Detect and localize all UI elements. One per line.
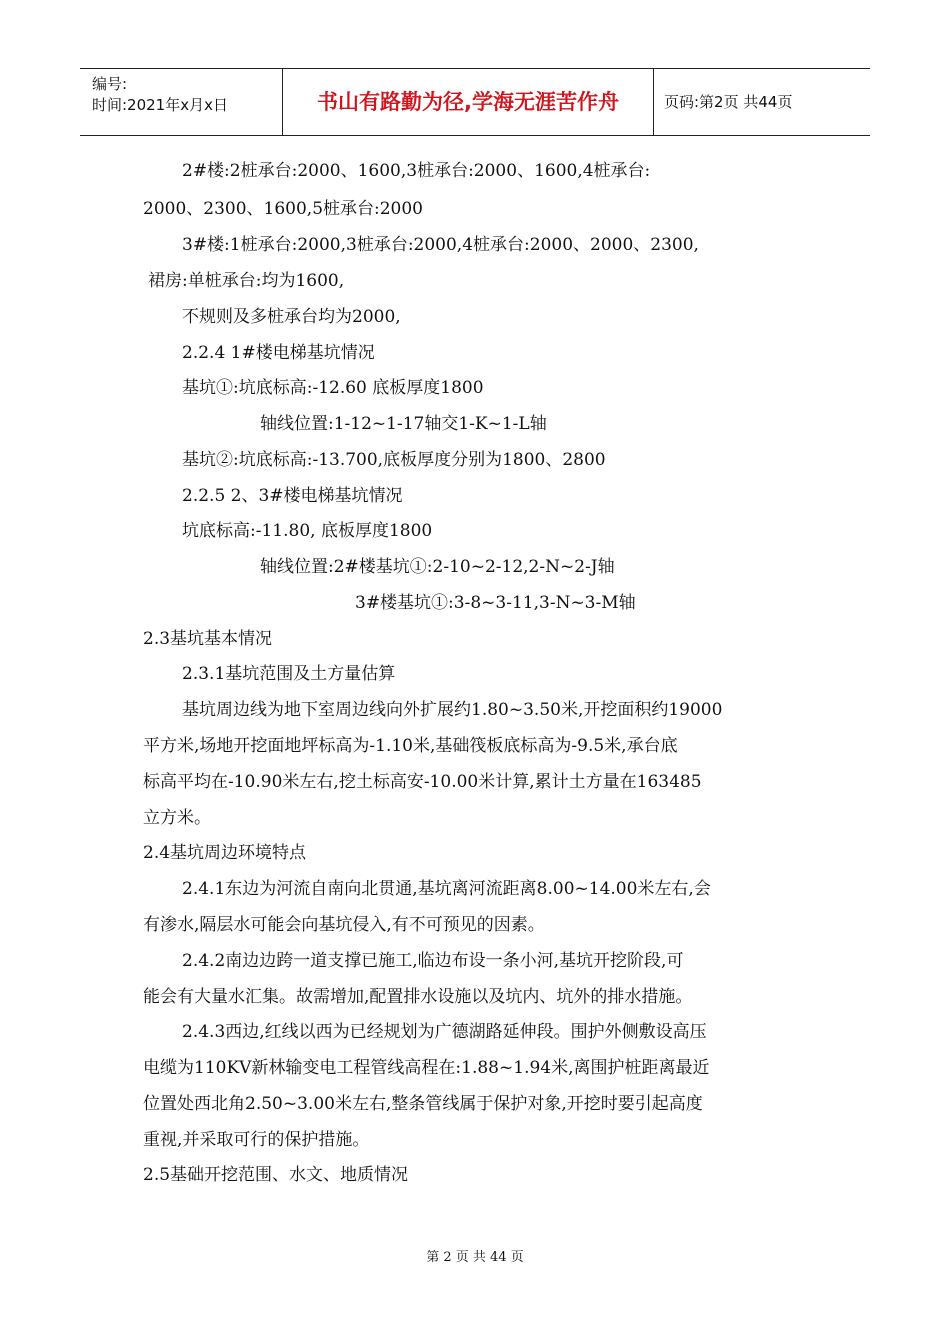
section-heading: 2.2.4 1#楼电梯基坑情况 [182,343,375,363]
section-heading: 2.4基坑周边环境特点 [143,843,307,863]
page-footer: 第 2 页 共 44 页 [426,1250,524,1265]
text-line: 重视,并采取可行的保护措施。 [143,1130,370,1150]
text-line: 能会有大量水汇集。故需增加,配置排水设施以及坑内、坑外的排水措施。 [143,987,693,1007]
text-line: 3#楼基坑①:3-8~3-11,3-N~3-M轴 [355,593,636,613]
header-page-info: 页码:第2页 共44页 [664,93,793,111]
text-line: 裙房:单桩承台:均为1600, [148,271,345,291]
text-line: 2.4.1东边为河流自南向北贯通,基坑离河流距离8.00~14.00米左右,会 [182,879,711,899]
text-line: 2.4.2南边边跨一道支撑已施工,临边布设一条小河,基坑开挖阶段,可 [182,951,684,971]
text-line: 标高平均在-10.90米左右,挖土标高安-10.00米计算,累计土方量在163485 [143,772,702,792]
text-line: 2000、2300、1600,5桩承台:2000 [143,199,424,219]
text-line: 基坑②:坑底标高:-13.700,底板厚度分别为1800、2800 [182,450,606,470]
section-heading: 2.3.1基坑范围及土方量估算 [182,664,396,684]
text-line: 电缆为110KV新林输变电工程管线高程在:1.88~1.94米,离围护桩距离最近 [143,1058,710,1078]
header-left-cell [80,69,282,135]
document-time-label: 时间:2021年x月x日 [92,96,228,114]
text-line: 立方米。 [143,808,211,828]
text-line: 轴线位置:2#楼基坑①:2-10~2-12,2-N~2-J轴 [260,557,615,577]
text-line: 位置处西北角2.50~3.00米左右,整条管线属于保护对象,开挖时要引起高度 [143,1094,703,1114]
text-line: 平方米,场地开挖面地坪标高为-1.10米,基础筏板底标高为-9.5米,承台底 [143,736,678,756]
text-line: 2.4.3西边,红线以西为已经规划为广德湖路延伸段。围护外侧敷设高压 [182,1022,707,1042]
header-motto: 书山有路勤为径,学海无涯苦作舟 [282,69,654,135]
section-heading: 2.5基础开挖范围、水文、地质情况 [143,1165,409,1185]
section-heading: 2.3基坑基本情况 [143,629,273,649]
text-line: 3#楼:1桩承台:2000,3桩承台:2000,4桩承台:2000、2000、2300, [182,235,699,255]
text-line: 基坑周边线为地下室周边线向外扩展约1.80~3.50米,开挖面积约19000 [182,700,723,720]
text-line: 基坑①:坑底标高:-12.60 底板厚度1800 [182,378,484,398]
text-line: 2#楼:2桩承台:2000、1600,3桩承台:2000、1600,4桩承台: [182,161,651,181]
page-header [80,68,870,136]
text-line: 轴线位置:1-12~1-17轴交1-K~1-L轴 [260,414,547,434]
text-line: 有渗水,隔层水可能会向基坑侵入,有不可预见的因素。 [143,915,545,935]
text-line: 不规则及多桩承台均为2000, [182,307,401,327]
document-number-label: 编号: [92,75,128,93]
text-line: 坑底标高:-11.80, 底板厚度1800 [182,521,433,541]
section-heading: 2.2.5 2、3#楼电梯基坑情况 [182,486,403,506]
